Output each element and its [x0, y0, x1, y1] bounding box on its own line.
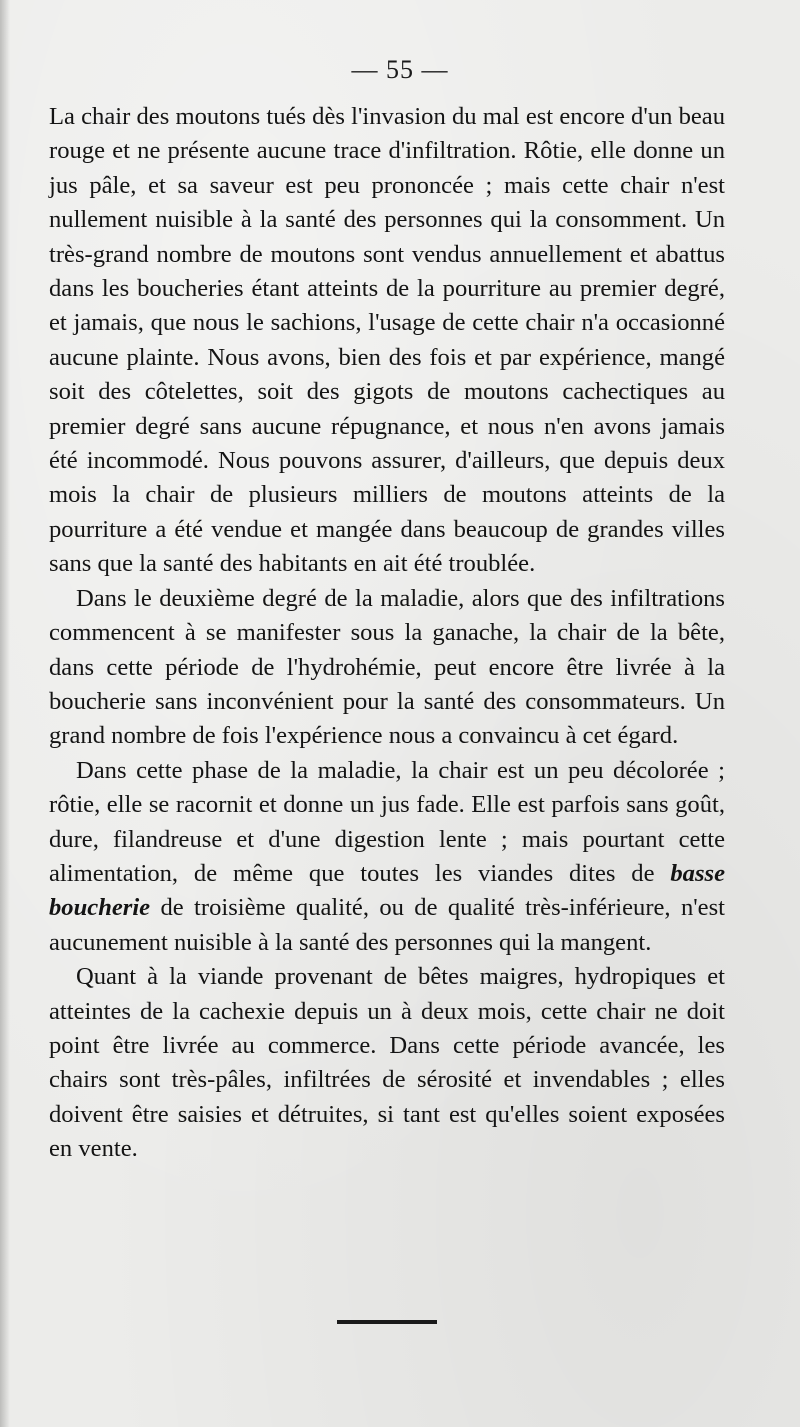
paragraph-3-text-after: de troisième qualité, ou de qualité très-inférieure, n'est aucunement nuisible à la santé des personnes qui la mangent. — [49, 894, 725, 956]
paragraph-2-text: Dans le deuxième degré de la maladie, alors que des infiltrations commencent à se manifester sous la ganache, la chair de la bête, dans cette période de l'hydrohémie, peut encore être livrée à la boucherie sans inconvénient pour la santé des consommateurs. Un grand nombre de fois l'expérience nous a convaincu à cet égard. — [49, 584, 725, 750]
paragraph-1 — [49, 100, 725, 582]
body-text — [49, 100, 725, 1167]
paragraph-2 — [49, 582, 725, 754]
page-number: — 55 — — [351, 55, 449, 84]
paragraph-4 — [49, 960, 725, 1166]
end-rule-divider — [337, 1320, 437, 1324]
paragraph-1-text: La chair des moutons tués dès l'invasion du mal est encore d'un beau rouge et ne présente aucune trace d'infiltration. Rôtie, elle donne un jus pâle, et sa saveur est peu prononcée ; mais cette chair n'est nullement nuisible à la santé des personnes qui la consomment. Un très-grand nombre de moutons sont vendus annuellement et abattus dans les boucheries étant atteints de la pourriture au premier degré, et jamais, que nous le sachions, l'usage de cette chair n'a occasionné aucune plainte. Nous avons, bien des fois et par expérience, mangé soit des côtelettes, soit des gigots de moutons cachectiques au premier degré sans aucune répugnance, et nous n'en avons jamais été incommodé. Nous pouvons assurer, d'ailleurs, que depuis deux mois la chair de plusieurs milliers de moutons atteints de la pourriture a été vendue et mangée dans beaucoup de grandes villes sans que la santé des habitants en ait été troublée. — [49, 103, 725, 578]
paragraph-3-text-before: Dans cette phase de la maladie, la chair est un peu décolorée ; rôtie, elle se racornit et donne un jus fade. Elle est parfois sans goût, dure, filandreuse et d'une digestion lente ; mais pourtant cette alimentation, de même que toutes les viandes dites de — [49, 756, 725, 887]
paragraph-4-text: Quant à la viande provenant de bêtes maigres, hydropiques et atteintes de la cachexie depuis un à deux mois, cette chair ne doit point être livrée au commerce. Dans cette période avancée, les chairs sont très-pâles, infiltrées de sérosité et invendables ; elles doivent être saisies et détruites, si tant est qu'elles soient exposées en vente. — [49, 963, 725, 1163]
page-edge-shadow — [0, 0, 10, 1427]
paragraph-3 — [49, 754, 725, 960]
paragraph-3-emphasis: basse boucherie — [49, 859, 725, 922]
